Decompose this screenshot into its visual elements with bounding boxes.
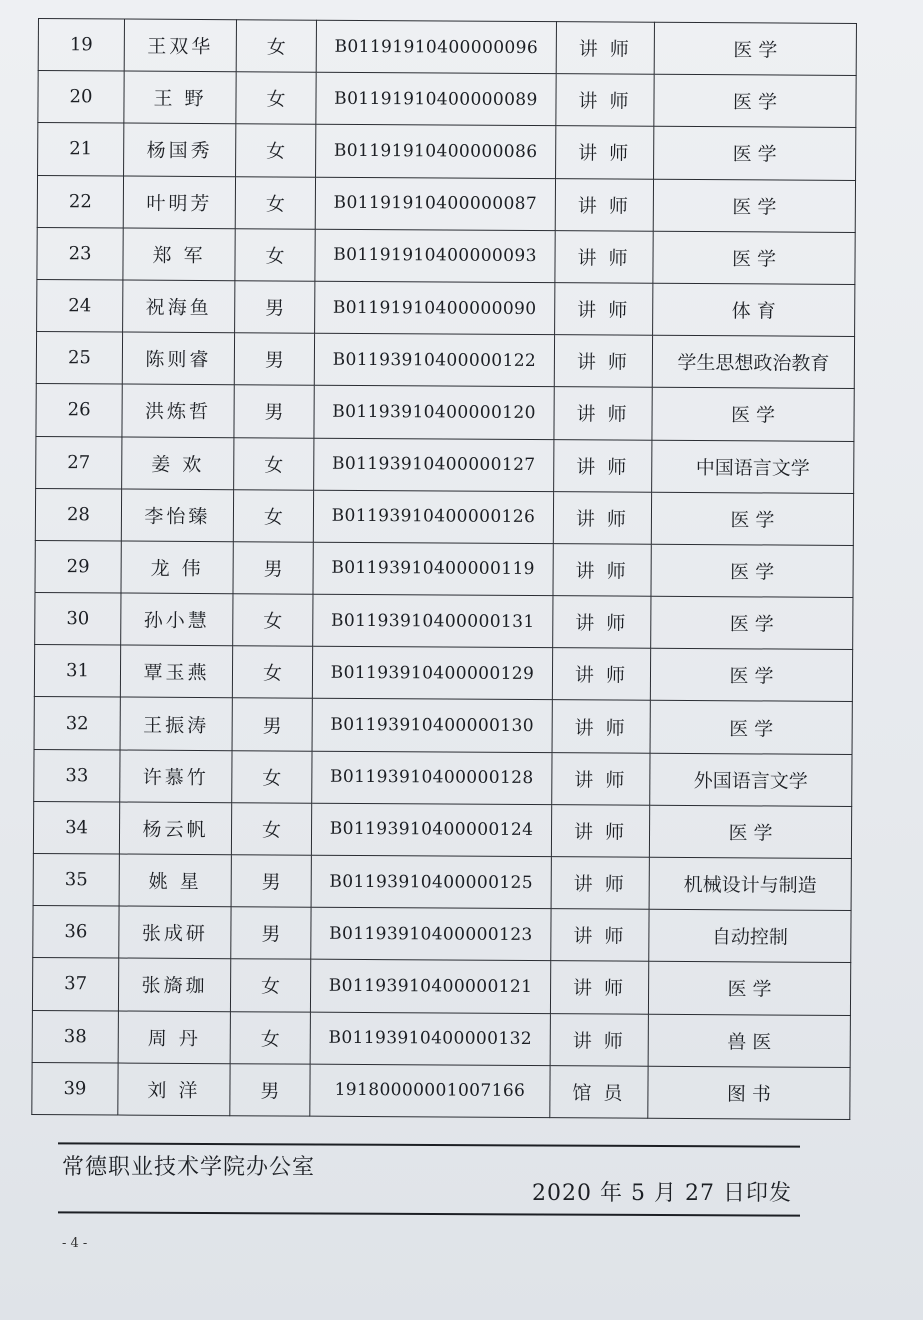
- cell-discipline: 医 学: [651, 544, 853, 597]
- cell-gender: 女: [236, 20, 316, 73]
- cell-gender: 男: [232, 698, 312, 751]
- cell-gender: 女: [236, 124, 316, 177]
- cell-certificate-number: B01193910400000128: [312, 751, 552, 805]
- cell-certificate-number: B01193910400000126: [313, 490, 553, 544]
- cell-discipline: 图 书: [648, 1066, 850, 1119]
- cell-name: 周 丹: [118, 1011, 230, 1064]
- table-row: [37, 227, 855, 284]
- cell-certificate-number: B01193910400000131: [313, 594, 553, 648]
- cell-gender: 女: [230, 959, 310, 1012]
- cell-certificate-number: B01191910400000086: [316, 125, 556, 179]
- cell-title: 讲 师: [554, 387, 652, 440]
- cell-title: 讲 师: [555, 230, 653, 283]
- cell-discipline: 医 学: [654, 127, 856, 180]
- cell-row-index: 22: [37, 175, 123, 228]
- table-row: [36, 384, 854, 441]
- cell-name: 王 野: [124, 71, 236, 124]
- cell-row-index: 36: [33, 906, 119, 959]
- cell-title: 讲 师: [555, 178, 653, 231]
- cell-row-index: 33: [34, 749, 120, 802]
- cell-title: 讲 师: [556, 22, 654, 75]
- cell-title: 讲 师: [550, 961, 648, 1014]
- cell-name: 杨云帆: [119, 802, 231, 855]
- table-row: [38, 19, 856, 76]
- table-row: [35, 593, 853, 650]
- cell-certificate-number: B01191910400000089: [316, 72, 556, 126]
- cell-title: 讲 师: [552, 648, 650, 701]
- cell-gender: 男: [231, 855, 311, 908]
- cell-row-index: 31: [34, 645, 120, 698]
- cell-title: 讲 师: [553, 596, 651, 649]
- cell-discipline: 自动控制: [649, 909, 851, 962]
- cell-discipline: 医 学: [654, 22, 856, 75]
- cell-gender: 男: [231, 907, 311, 960]
- cell-discipline: 外国语言文学: [650, 753, 852, 806]
- cell-certificate-number: B01193910400000132: [310, 1012, 550, 1066]
- cell-discipline: 医 学: [650, 701, 852, 754]
- cell-certificate-number: B01193910400000127: [314, 438, 554, 492]
- roster-table: [31, 18, 857, 1120]
- cell-title: 讲 师: [551, 804, 649, 857]
- cell-title: 讲 师: [551, 909, 649, 962]
- cell-row-index: 21: [38, 123, 124, 176]
- table-row: [35, 540, 853, 597]
- cell-row-index: 39: [32, 1062, 118, 1115]
- cell-certificate-number: B01193910400000125: [311, 855, 551, 909]
- cell-name: 祝海鱼: [123, 280, 235, 333]
- cell-name: 杨国秀: [124, 123, 236, 176]
- cell-name: 郑 军: [123, 228, 235, 281]
- cell-discipline: 兽 医: [648, 1014, 850, 1067]
- cell-certificate-number: B01193910400000121: [310, 960, 550, 1014]
- cell-discipline: 医 学: [653, 231, 855, 284]
- table-row: [36, 332, 854, 389]
- table-row: [37, 175, 855, 232]
- cell-certificate-number: 19180000001007166: [310, 1064, 550, 1118]
- cell-gender: 女: [233, 594, 313, 647]
- cell-discipline: 医 学: [654, 74, 856, 127]
- cell-discipline: 体 育: [653, 283, 855, 336]
- table-row: [33, 906, 851, 963]
- cell-name: 王双华: [124, 19, 236, 72]
- cell-certificate-number: B01193910400000130: [312, 699, 552, 753]
- issue-date: 2020 年 5 月 27 日印发: [532, 1181, 792, 1206]
- cell-gender: 女: [231, 803, 311, 856]
- cell-certificate-number: B01193910400000122: [314, 333, 554, 387]
- table-row: [37, 279, 855, 336]
- table-row: [34, 697, 852, 754]
- cell-gender: 男: [230, 1063, 310, 1116]
- cell-certificate-number: B01191910400000087: [315, 177, 555, 231]
- cell-discipline: 医 学: [652, 388, 854, 441]
- cell-name: 李怡臻: [121, 489, 233, 542]
- cell-row-index: 29: [35, 540, 121, 593]
- table-row: [38, 71, 856, 128]
- cell-gender: 男: [233, 542, 313, 595]
- cell-row-index: 30: [35, 593, 121, 646]
- cell-certificate-number: B01193910400000119: [313, 542, 553, 596]
- cell-gender: 女: [235, 228, 315, 281]
- cell-name: 叶明芳: [123, 176, 235, 229]
- cell-row-index: 28: [35, 488, 121, 541]
- cell-discipline: 医 学: [650, 649, 852, 702]
- footer-top-rule: [58, 1142, 800, 1147]
- cell-title: 讲 师: [552, 752, 650, 805]
- cell-row-index: 35: [33, 853, 119, 906]
- cell-row-index: 32: [34, 697, 120, 750]
- cell-gender: 男: [235, 281, 315, 334]
- table-row: [35, 488, 853, 545]
- cell-discipline: 医 学: [653, 179, 855, 232]
- cell-certificate-number: B01193910400000124: [311, 803, 551, 857]
- table-row: [34, 645, 852, 702]
- cell-title: 讲 师: [553, 491, 651, 544]
- table-row: [36, 436, 854, 493]
- cell-row-index: 26: [36, 384, 122, 437]
- cell-discipline: 机械设计与制造: [649, 857, 851, 910]
- cell-title: 讲 师: [552, 700, 650, 753]
- cell-row-index: 37: [32, 958, 118, 1011]
- cell-name: 王振涛: [120, 697, 232, 750]
- cell-title: 讲 师: [554, 439, 652, 492]
- cell-name: 姜 欢: [122, 437, 234, 490]
- cell-title: 讲 师: [555, 283, 653, 336]
- cell-title: 讲 师: [554, 335, 652, 388]
- cell-name: 张旖珈: [118, 958, 230, 1011]
- footer-bottom-rule: [58, 1211, 800, 1216]
- cell-discipline: 医 学: [648, 962, 850, 1015]
- cell-name: 龙 伟: [121, 541, 233, 594]
- table-row: [32, 1062, 850, 1119]
- cell-certificate-number: B01193910400000129: [312, 646, 552, 700]
- cell-name: 陈则睿: [122, 332, 234, 385]
- cell-gender: 女: [236, 72, 316, 125]
- cell-gender: 男: [234, 333, 314, 386]
- cell-certificate-number: B01193910400000120: [314, 386, 554, 440]
- cell-row-index: 24: [37, 279, 123, 332]
- table-row: [34, 749, 852, 806]
- cell-discipline: 医 学: [651, 596, 853, 649]
- cell-title: 讲 师: [556, 74, 654, 127]
- cell-name: 许慕竹: [120, 750, 232, 803]
- cell-name: 洪炼哲: [122, 384, 234, 437]
- cell-row-index: 25: [36, 332, 122, 385]
- table-row: [33, 853, 851, 910]
- cell-gender: 女: [232, 750, 312, 803]
- cell-row-index: 34: [33, 801, 119, 854]
- cell-row-index: 19: [38, 19, 124, 72]
- cell-name: 覃玉燕: [120, 645, 232, 698]
- cell-row-index: 20: [38, 71, 124, 124]
- cell-name: 张成研: [119, 906, 231, 959]
- cell-row-index: 27: [36, 436, 122, 489]
- cell-title: 讲 师: [551, 857, 649, 910]
- cell-certificate-number: B01191910400000090: [315, 281, 555, 335]
- cell-certificate-number: B01191910400000093: [315, 229, 555, 283]
- cell-title: 讲 师: [553, 544, 651, 597]
- page-number: - 4 -: [62, 1236, 88, 1251]
- cell-discipline: 中国语言文学: [652, 440, 854, 493]
- cell-gender: 女: [235, 176, 315, 229]
- cell-name: 刘 洋: [118, 1063, 230, 1116]
- table-row: [33, 801, 851, 858]
- cell-gender: 男: [234, 385, 314, 438]
- roster-table-body: [32, 19, 857, 1120]
- cell-discipline: 医 学: [651, 492, 853, 545]
- cell-gender: 女: [230, 1011, 310, 1064]
- cell-gender: 女: [234, 437, 314, 490]
- cell-title: 讲 师: [550, 1013, 648, 1066]
- cell-discipline: 学生思想政治教育: [652, 335, 854, 388]
- cell-certificate-number: B01193910400000123: [311, 907, 551, 961]
- cell-gender: 女: [233, 489, 313, 542]
- cell-title: 讲 师: [556, 126, 654, 179]
- table-row: [32, 1010, 850, 1067]
- cell-row-index: 38: [32, 1010, 118, 1063]
- cell-certificate-number: B01191910400000096: [316, 20, 556, 74]
- cell-title: 馆 员: [550, 1065, 648, 1118]
- cell-name: 孙小慧: [121, 593, 233, 646]
- cell-gender: 女: [232, 646, 312, 699]
- issuing-office: 常德职业技术学院办公室: [62, 1155, 316, 1180]
- cell-discipline: 医 学: [649, 805, 851, 858]
- table-row: [38, 123, 856, 180]
- cell-row-index: 23: [37, 227, 123, 280]
- table-row: [32, 958, 850, 1015]
- cell-name: 姚 星: [119, 854, 231, 907]
